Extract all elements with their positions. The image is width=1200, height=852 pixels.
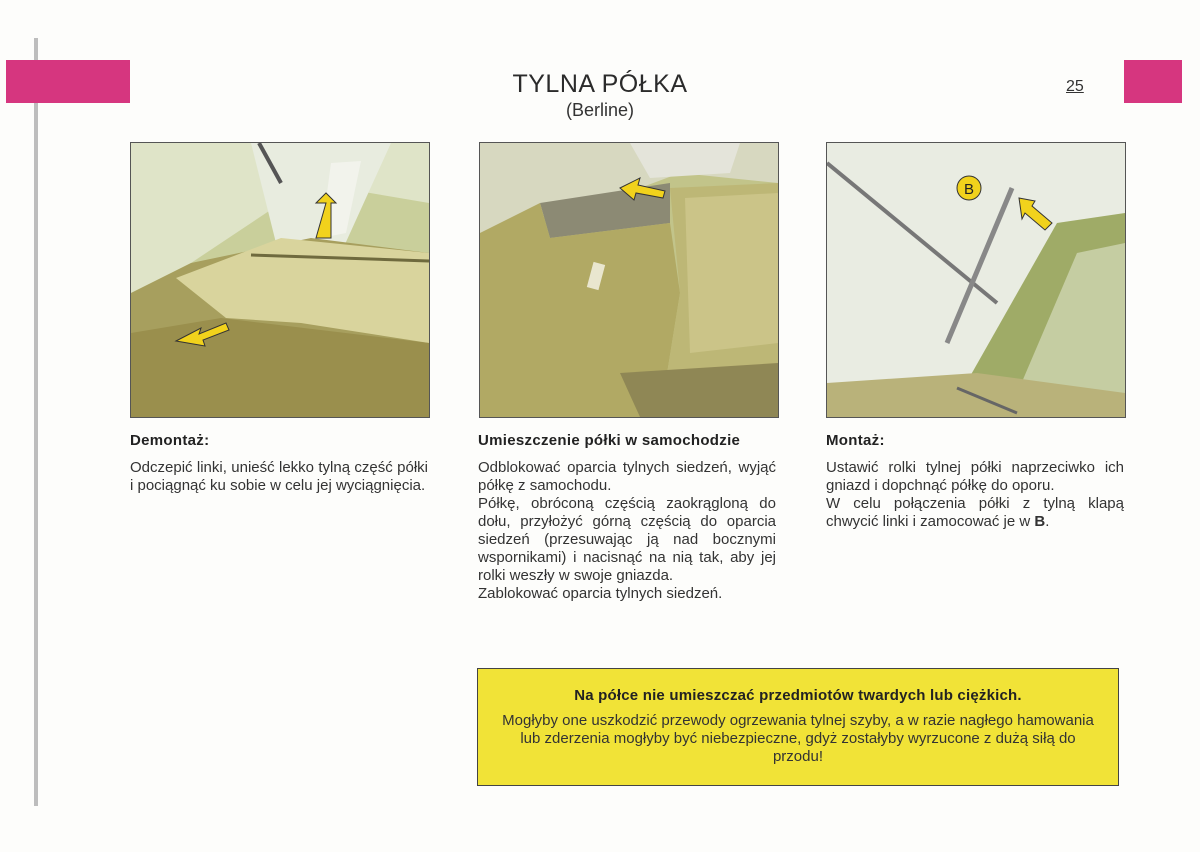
page-binding-line bbox=[34, 38, 38, 806]
page-subtitle: (Berline) bbox=[565, 100, 635, 120]
mounting-bold-ref: B bbox=[1034, 513, 1046, 530]
warning-body: Mogłyby one uszkodzić przewody ogrzewania tylnej szyby, a w razie nagłego hamowania lub zderzenia mogłyby być niebezpieczne, gdyż zostałyby wyrzucone z dużą siłą do przodu! bbox=[502, 712, 1094, 765]
photo-removal bbox=[130, 142, 430, 418]
column-placement bbox=[478, 432, 776, 603]
label-b-text: B bbox=[963, 181, 975, 198]
photo-placement bbox=[479, 142, 779, 418]
page-title: TYLNA PÓŁKA bbox=[512, 70, 688, 98]
mounting-heading: Montaż: bbox=[826, 432, 885, 449]
removal-paragraph: Odczepić linki, unieść lekko tylną część półki i pociągnąć ku sobie w celu jej wyciągnięcia. bbox=[130, 459, 428, 494]
photo-mounting bbox=[826, 142, 1126, 418]
column-mounting bbox=[826, 432, 1124, 531]
page-number: 25 bbox=[1066, 78, 1084, 95]
column-removal bbox=[130, 432, 428, 495]
mounting-end-punct: . bbox=[1045, 513, 1050, 530]
placement-heading: Umieszczenie półki w samochodzie bbox=[478, 432, 741, 449]
placement-paragraph-3: Zablokować oparcia tylnych siedzeń. bbox=[478, 585, 723, 602]
mounting-paragraph-2 bbox=[826, 495, 1124, 531]
mounting-paragraph-1: Ustawić rolki tylnej półki naprzeciwko ich gniazd i dopchnąć półkę do oporu. bbox=[826, 459, 1124, 494]
placement-paragraph-2: Półkę, obróconą częścią zaokrągloną do dołu, przyłożyć górną częścią do oparcia siedzeń (przesuwając ją nad bocznymi wspornikami) i nacisnąć na nią tak, aby jej rolki weszły w swoje gniazda. bbox=[478, 495, 776, 584]
placement-paragraph-1: Odblokować oparcia tylnych siedzeń, wyjąć półkę z samochodu. bbox=[478, 459, 776, 494]
removal-heading: Demontaż: bbox=[130, 432, 210, 449]
mounting-paragraph-2-text: W celu połączenia półki z tylną klapą chwycić linki i zamocować je w bbox=[826, 495, 1124, 530]
warning-title: Na półce nie umieszczać przedmiotów twardych lub ciężkich. bbox=[574, 687, 1022, 704]
section-tab-right bbox=[1124, 60, 1182, 103]
warning-box bbox=[477, 668, 1119, 786]
section-tab-left bbox=[6, 60, 130, 103]
